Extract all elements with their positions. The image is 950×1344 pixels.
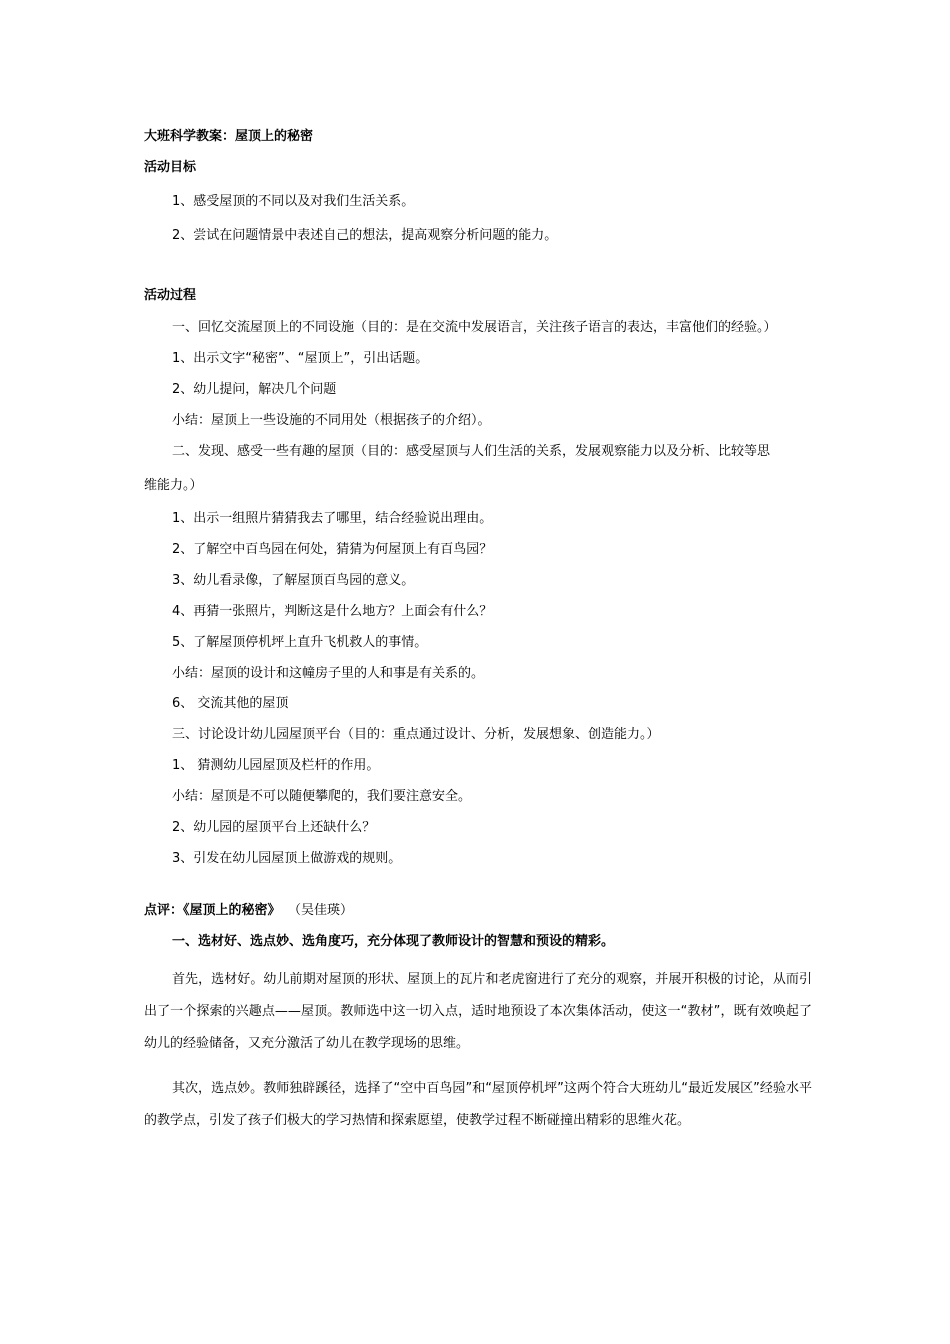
process-step: 4、再猜一张照片，判断这是什么地方？上面会有什么？ (172, 603, 493, 619)
review-heading (144, 902, 812, 921)
process-section-one: 一、回忆交流屋顶上的不同设施（目的：是在交流中发展语言，关注孩子语言的表达，丰富他们的经验。） (172, 320, 777, 336)
review-subheading: 一、选材好、选点妙、选角度巧，充分体现了教师设计的智慧和预设的精彩。 (172, 934, 615, 950)
process-step: 1、出示一组照片猜猜我去了哪里，结合经验说出理由。 (172, 511, 493, 527)
goal-item: 2、尝试在问题情景中表述自己的想法，提高观察分析问题的能力。 (172, 227, 558, 243)
process-step: 2、了解空中百鸟园在何处，猜猜为何屋顶上有百鸟园？ (172, 542, 493, 558)
process-step: 1、出示文字“秘密”、“屋顶上”，引出话题。 (172, 351, 429, 367)
process-summary: 小结：屋顶上一些设施的不同用处（根据孩子的介绍）。 (172, 412, 491, 428)
process-step: 3、幼儿看录像，了解屋顶百鸟园的意义。 (172, 572, 415, 588)
document-title: 大班科学教案：屋顶上的秘密 (144, 129, 314, 144)
goal-item: 1、感受屋顶的不同以及对我们生活关系。 (172, 193, 415, 209)
review-title: 点评：《屋顶上的秘密》 (144, 903, 281, 919)
process-summary: 小结：屋顶是不可以随便攀爬的，我们要注意安全。 (172, 788, 472, 804)
process-step: 1、 猜测幼儿园屋顶及栏杆的作用。 (172, 758, 380, 774)
review-paragraph: 首先，选材好。幼儿前期对屋顶的形状、屋顶上的瓦片和老虎窗进行了充分的观察，并展开积极的讨论，从而引出了一个探索的兴趣点——屋顶。教师选中这一切入点，适时地预设了本次集体活动，使这一“教材”，既有效唤起了幼儿的经验储备，又充分激活了幼儿在教学现场的思维。 (144, 972, 812, 1052)
process-step: 2、幼儿园的屋顶平台上还缺什么？ (172, 819, 376, 835)
process-section-two-cont: 维能力。） (144, 478, 203, 494)
process-step: 2、幼儿提问，解决几个问题 (172, 381, 337, 397)
document-page (144, 120, 812, 1150)
process-step: 3、引发在幼儿园屋顶上做游戏的规则。 (172, 850, 402, 866)
process-heading: 活动过程 (144, 288, 197, 304)
process-step: 6、 交流其他的屋顶 (172, 696, 289, 712)
goals-heading: 活动目标 (144, 159, 197, 175)
process-section-two: 二、发现、感受一些有趣的屋顶（目的：感受屋顶与人们生活的关系，发展观察能力以及分析、比较等思 (172, 443, 771, 459)
review-author: （吴佳瑛） (294, 903, 354, 919)
process-summary: 小结：屋顶的设计和这幢房子里的人和事是有关系的。 (172, 665, 485, 681)
process-section-three: 三、讨论设计幼儿园屋顶平台（目的：重点通过设计、分析，发展想象、创造能力。） (172, 727, 660, 743)
review-paragraph: 其次，选点妙。教师独辟蹊径，选择了“空中百鸟园”和“屋顶停机坪”这两个符合大班幼儿“最近发展区”经验水平的教学点，引发了孩子们极大的学习热情和探索愿望，使教学过程不断碰撞出精彩的思维火花。 (144, 1081, 812, 1129)
process-step: 5、了解屋顶停机坪上直升飞机救人的事情。 (172, 634, 428, 650)
